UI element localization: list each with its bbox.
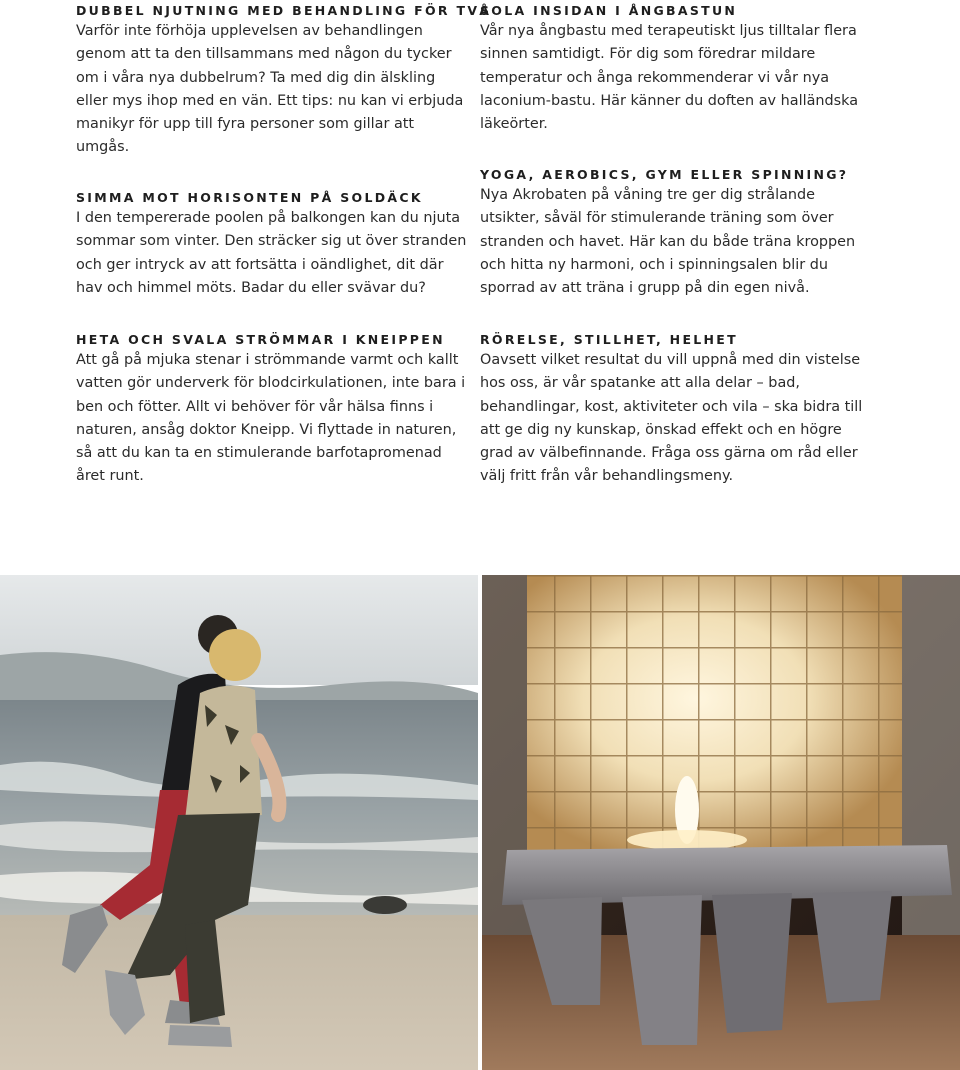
beach-joggers-icon [0, 575, 478, 1070]
section-body: Att gå på mjuka stenar i strömmande varmt och kallt vatten gör underverk för blodcirkulationen, inte bara i ben och fötter. Allt vi behöver för vår hälsa finns i naturen, ansåg doktor Kneipp. Vi flyttade in naturen, så att du kan ta en stimulerande barfotapromenad året runt. [76, 352, 466, 485]
section-heading: HETA OCH SVALA STRÖMMAR I KNEIPPEN [76, 332, 445, 347]
section-heading: SOLA INSIDAN I ÅNGBASTUN [480, 3, 738, 18]
section-heading: DUBBEL NJUTNING MED BEHANDLING FÖR TVÅ [76, 3, 492, 18]
section-heading: SIMMA MOT HORISONTEN PÅ SOLDÄCK [76, 190, 423, 205]
section-dubbel-njutning [76, 2, 492, 160]
section-yoga [480, 166, 872, 300]
section-body: Oavsett vilket resultat du vill uppnå med din vistelse hos oss, är vår spatanke att alla delar – bad, behandlingar, kost, aktiviteter och vila – ska bidra till att ge dig ny kunskap, önskad effekt och en högre grad av välbefinnande. Fråga oss gärna om råd eller välj fritt från vår behandlingsmeny. [480, 352, 863, 485]
section-heading: YOGA, AEROBICS, GYM ELLER SPINNING? [480, 167, 849, 182]
section-simma [76, 189, 468, 300]
section-body: I den tempererade poolen på balkongen kan du njuta sommar som vinter. Den sträcker sig ut över stranden och ger intryck av att fortsätta i oändlighet, dit där hav och himmel möts. Badar du eller svävar du? [76, 210, 467, 296]
candle-lantern-photo [482, 575, 960, 1070]
beach-joggers-photo [0, 575, 478, 1070]
section-kneippen [76, 331, 468, 489]
candle-lantern-icon [482, 575, 960, 1070]
section-body: Nya Akrobaten på våning tre ger dig strålande utsikter, såväl för stimulerande träning som över stranden och havet. Här kan du både träna kroppen och hitta ny harmoni, och i spinningsalen blir du sporrad av att träna i grupp på din egen nivå. [480, 187, 856, 297]
section-rorelse [480, 331, 872, 489]
section-body: Varför inte förhöja upplevelsen av behandlingen genom att ta den tillsammans med någon du tycker om i våra nya dubbelrum? Ta med dig din älskling eller mys ihop med en vän. Ett tips: nu kan vi erbjuda manikyr för upp till fyra personer som gillar att umgås. [76, 23, 464, 156]
section-angbastun [480, 2, 872, 136]
section-body: Vår nya ångbastu med terapeutiskt ljus tilltalar flera sinnen samtidigt. För dig som föredrar mildare temperatur och ånga rekommenderar vi vår nya laconium-bastu. Här känner du doften av halländska läkeörter. [480, 23, 859, 133]
section-heading: RÖRELSE, STILLHET, HELHET [480, 332, 738, 347]
